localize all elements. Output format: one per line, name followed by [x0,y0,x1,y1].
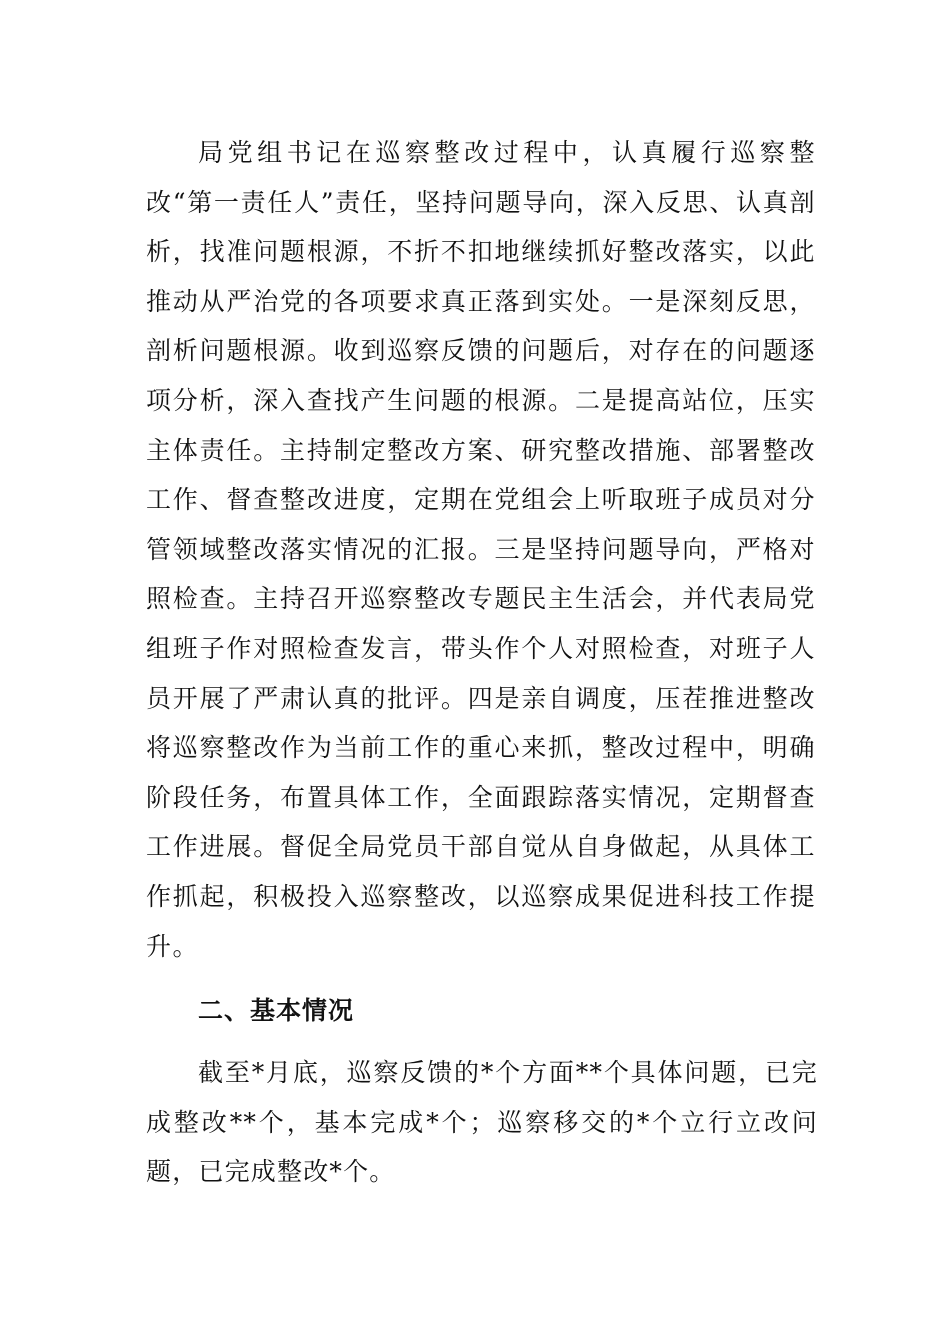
section-heading: 二、基本情况 [198,996,355,1025]
basic-situation-paragraph: 截至*月底，巡察反馈的*个方面**个具体问题，已完成整改**个，基本完成*个；巡察移交的*个立行立改问题，已完成整改*个。 [146,1058,818,1187]
body-paragraph: 局党组书记在巡察整改过程中，认真履行巡察整改“第一责任人”责任，坚持问题导向，深入反思、认真剖析，找准问题根源，不折不扣地继续抓好整改落实，以此推动从严治党的各项要求真正落到实处。一是深刻反思，剖析问题根源。收到巡察反馈的问题后，对存在的问题逐项分析，深入查找产生问题的根源。二是提高站位，压实主体责任。主持制定整改方案、研究整改措施、部署整改工作、督查整改进度，定期在党组会上听取班子成员对分管领域整改落实情况的汇报。三是坚持问题导向，严格对照检查。主持召开巡察整改专题民主生活会，并代表局党组班子作对照检查发言，带头作个人对照检查，对班子人员开展了严肃认真的批评。四是亲自调度，压茬推进整改将巡察整改作为当前工作的重心来抓，整改过程中，明确阶段任务，布置具体工作，全面跟踪落实情况，定期督查工作进展。督促全局党员干部自觉从自身做起，从具体工作抓起，积极投入巡察整改，以巡察成果促进科技工作提升。 [146,138,816,961]
